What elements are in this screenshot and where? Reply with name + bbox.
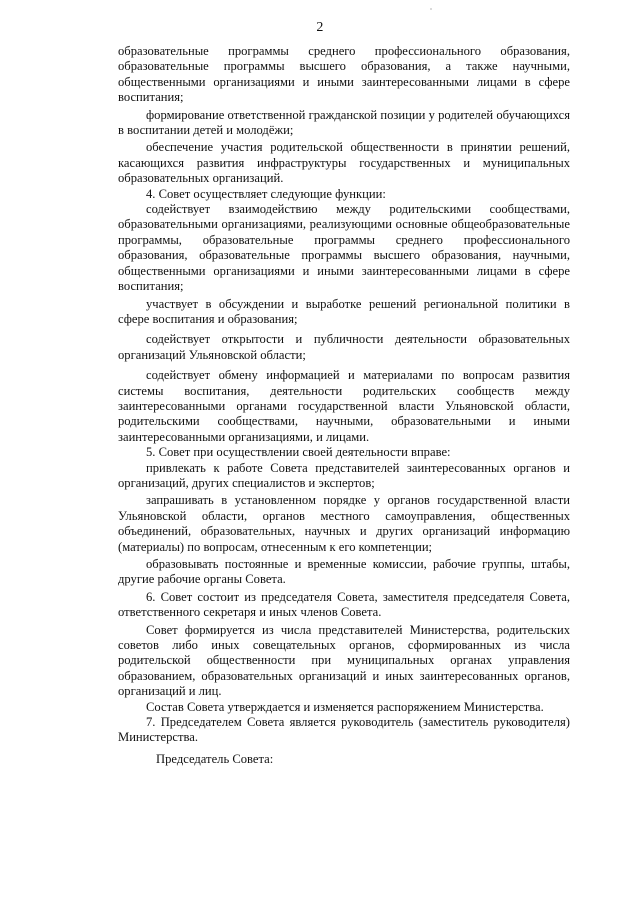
paragraph-civic-position: формирование ответственной гражданской позиции у родителей обучающихся в воспитании детей и молодёжи; bbox=[118, 107, 570, 138]
paragraph-right-commissions: образовывать постоянные и временные комиссии, рабочие группы, штабы, другие рабочие органы Совета. bbox=[118, 557, 570, 587]
paragraph-function-interaction: содействует взаимодействию между родительскими сообществами, образовательными организациями, реализующими основные общеобразовательные программы, образовательные программы среднего профессионального образования, образовательные программы высшего образования, научными, общественными организациями и иными заинтересованными лицами в сфере воспитания; bbox=[118, 202, 570, 294]
paragraph-function-exchange: содействует обмену информацией и материалами по вопросам развития системы воспитания, деятельности родительских сообществ между заинтересованными органами государственной власти Ульяновской области, родительскими сообществами, научными, образовательными и иными заинтересованными организациями, и лицами. bbox=[118, 368, 570, 444]
page-number: 2 bbox=[316, 20, 324, 35]
document-body bbox=[118, 44, 570, 767]
paragraph-continuation: образовательные программы среднего профессионального образования, образовательные программы высшего образования, а также научными, общественными организациями и иными заинтересованными лицами в сфере воспитания; bbox=[118, 44, 570, 105]
section-4-heading: 4. Совет осуществляет следующие функции: bbox=[146, 186, 386, 201]
paragraph-council-formation: Совет формируется из числа представителей Министерства, родительских советов либо иных совещательных органов, сформированных из числа родительской общественности при муниципальных органах управления образованием, образовательных организаций и иных заинтересованных органов, организаций и лиц. bbox=[118, 622, 570, 699]
paragraph-right-involve: привлекать к работе Совета представителей заинтересованных органов и организаций, других специалистов и экспертов; bbox=[118, 460, 570, 490]
paragraph-chairman: Председатель Совета: bbox=[156, 751, 274, 766]
paragraph-public-participation: обеспечение участия родительской общественности в принятии решений, касающихся развития инфраструктуры государственных и муниципальных образовательных организаций. bbox=[118, 140, 570, 186]
paragraph-function-policy: участвует в обсуждении и выработке решений региональной политики в сфере воспитания и образования; bbox=[118, 296, 570, 326]
paragraph-right-request: запрашивать в установленном порядке у органов государственной власти Ульяновской области, органов местного самоуправления, общественных объединений, образовательных, научных и других организаций информацию (материалы) по вопросам, отнесенным к его компетенции; bbox=[118, 493, 570, 554]
section-5-heading: 5. Совет при осуществлении своей деятельности вправе: bbox=[146, 445, 451, 460]
section-7-heading: 7. Председателем Совета является руководитель (заместитель руководителя) Министерства. bbox=[118, 715, 570, 745]
paragraph-council-composition: Состав Совета утверждается и изменяется распоряжением Министерства. bbox=[146, 699, 544, 714]
paragraph-function-openness: содействует открытости и публичности деятельности образовательных организаций Ульяновской области; bbox=[118, 332, 570, 362]
section-6-heading: 6. Совет состоит из председателя Совета, заместителя председателя Совета, ответственного секретаря и иных членов Совета. bbox=[118, 589, 570, 620]
scan-dot bbox=[430, 8, 432, 10]
